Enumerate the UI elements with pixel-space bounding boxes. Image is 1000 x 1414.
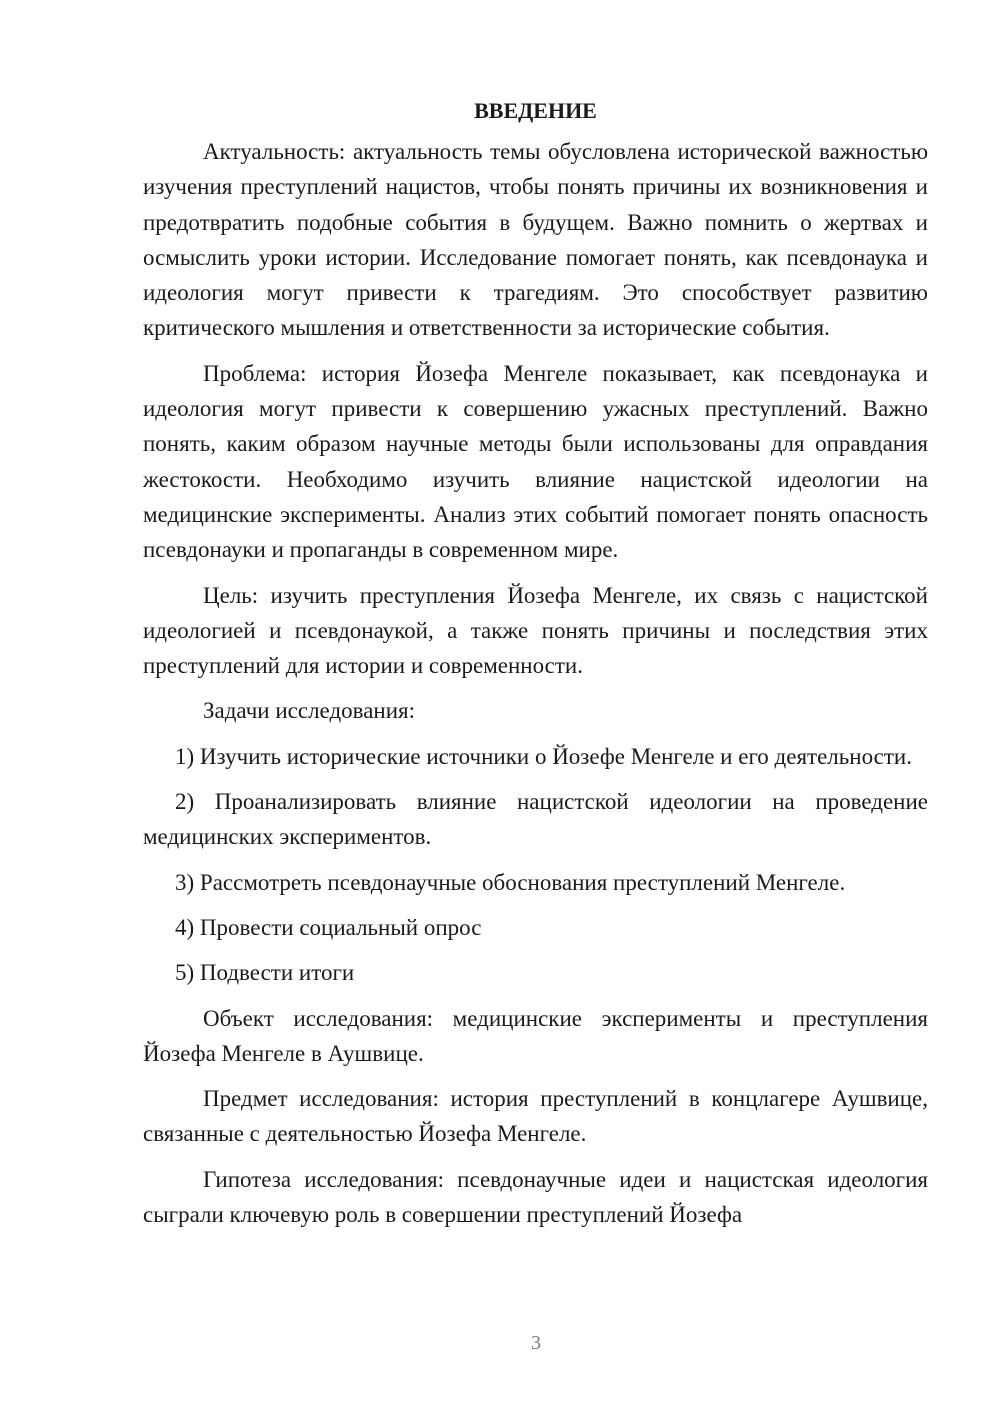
list-item: 2) Проанализировать влияние нацистской идеологии на проведение медицинских экспериментов.	[143, 789, 928, 850]
tasks-heading: Задачи исследования:	[203, 698, 416, 724]
paragraph-problem: Проблема: история Йозефа Менгеле показывает, как псевдонаука и идеология могут привести к совершению ужасных преступлений. Важно понять, каким образом научные методы были использованы для оправдания жестокости. Необходимо изучить влияние нацистской идеологии на медицинские эксперименты. Анализ этих событий помогает понять опасность псевдонауки и пропаганды в современном мире.	[143, 360, 928, 563]
page-title: ВВЕДЕНИЕ	[474, 98, 597, 123]
list-item: 4) Провести социальный опрос	[175, 914, 482, 940]
paragraph-subject: Предмет исследования: история преступлений в концлагере Аушвице, связанные с деятельностью Йозефа Менгеле.	[143, 1086, 928, 1147]
list-item: 3) Рассмотреть псевдонаучные обоснования преступлений Менгеле.	[175, 869, 846, 895]
page-content	[143, 92, 928, 1232]
paragraph-object: Объект исследования: медицинские эксперименты и преступления Йозефа Менгеле в Аушвице.	[143, 1005, 928, 1066]
paragraph-hypothesis: Гипотеза исследования: псевдонаучные идеи и нацистская идеология сыграли ключевую роль в совершении преступлений Йозефа	[143, 1166, 928, 1228]
page-number: 3	[531, 1332, 541, 1354]
list-item: 1) Изучить исторические источники о Йозефе Менгеле и его деятельности.	[175, 743, 912, 769]
list-item: 5) Подвести итоги	[175, 960, 355, 986]
paragraph-relevance: Актуальность: актуальность темы обусловлена исторической важностью изучения преступлений нацистов, чтобы понять причины их возникновения и предотвратить подобные события в будущем. Важно помнить о жертвах и осмыслить уроки истории. Исследование помогает понять, как псевдонаука и идеология могут привести к трагедиям. Это способствует развитию критического мышления и ответственности за исторические события.	[143, 139, 928, 341]
paragraph-goal: Цель: изучить преступления Йозефа Менгеле, их связь с нацистской идеологией и псевдонаукой, а также понять причины и последствия этих преступлений для истории и современности.	[143, 582, 928, 679]
